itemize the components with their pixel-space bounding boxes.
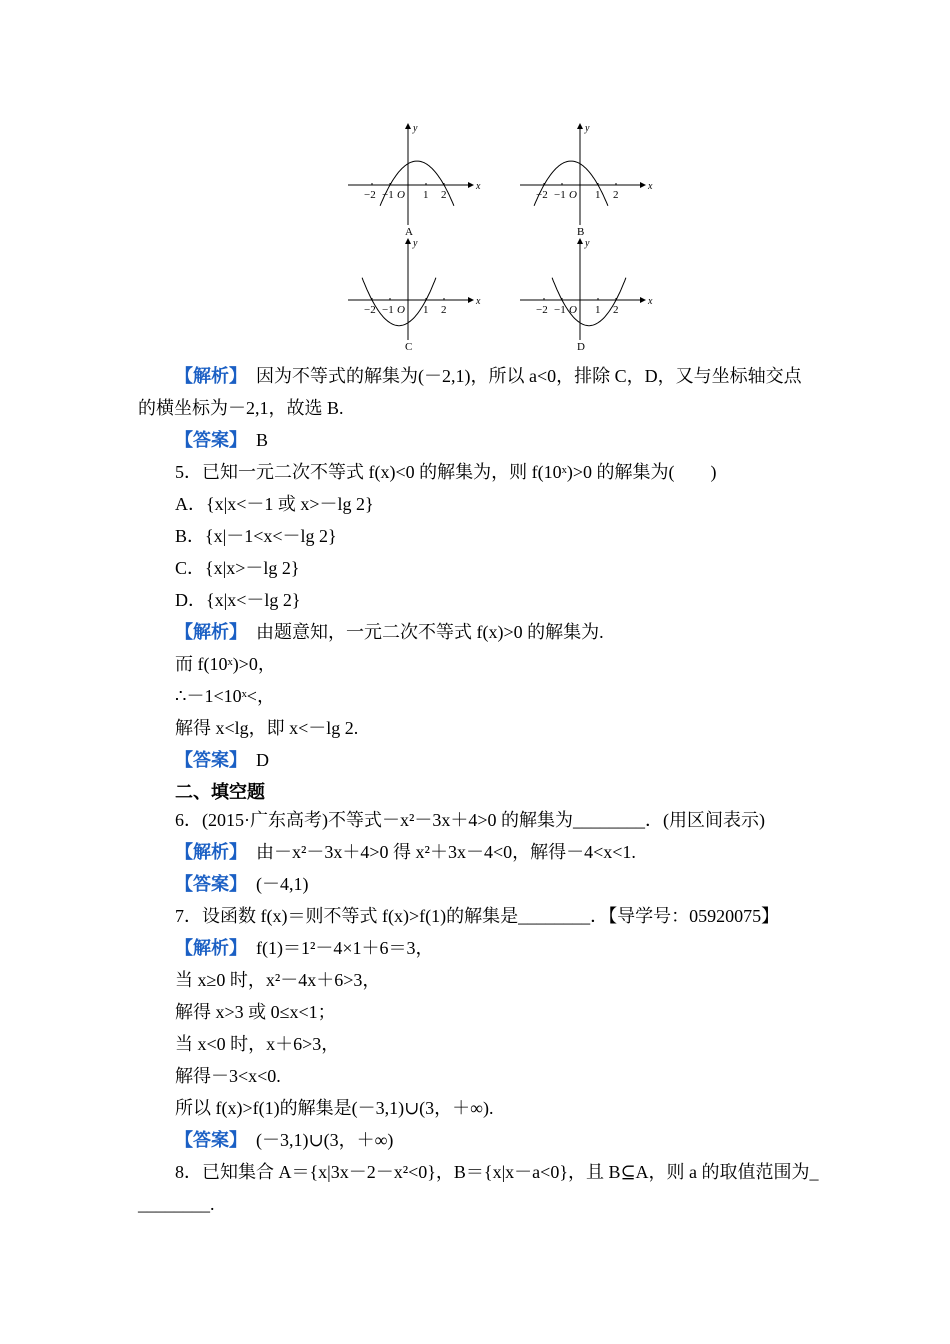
- tick-label: 1: [423, 304, 429, 316]
- text-line: [175, 809, 765, 831]
- x-axis-arrow: [640, 182, 646, 188]
- x-axis-arrow: [468, 297, 474, 303]
- line-text: D．{x|x<－lg 2}: [175, 590, 301, 610]
- text-line: [175, 493, 374, 515]
- y-axis-letter: y: [413, 238, 418, 249]
- quadratic-graphs-figure: [330, 120, 660, 355]
- graph-panels-svg: [330, 120, 660, 355]
- tick-label: 2: [613, 189, 619, 201]
- line-text: B．{x|－1<x<－lg 2}: [175, 526, 337, 546]
- tick-label: −1: [554, 304, 566, 316]
- labeled-line: [175, 749, 269, 771]
- labeled-line: [175, 873, 309, 895]
- tick-label: 1: [595, 189, 601, 201]
- text-line: [175, 905, 779, 927]
- tick-label: −2: [536, 304, 548, 316]
- y-axis-letter: y: [413, 123, 418, 134]
- origin-letter: O: [569, 304, 577, 316]
- line-text: 6．(2015·广东高考)不等式－x²－3x＋4>0 的解集为________．(用区间表示): [175, 810, 766, 830]
- line-text: 当 x<0 时，x＋6>3，: [175, 1034, 340, 1054]
- text-line: [175, 1065, 281, 1087]
- labeled-line: [175, 841, 636, 863]
- line-tag: 【解析】: [175, 938, 238, 958]
- x-axis-letter: x: [476, 296, 481, 307]
- line-text: 解得 x<lg，即 x<－lg 2.: [175, 718, 359, 738]
- line-text: 7．设函数 f(x)＝则不等式 f(x)>f(1)的解集是________．【导学号：05920075】: [175, 906, 780, 926]
- section-heading: 二、填空题: [175, 782, 265, 802]
- line-tag: 【答案】: [175, 874, 238, 894]
- line-text: 而 f(10ˣ)>0，: [175, 654, 276, 674]
- text-line: [138, 1193, 215, 1215]
- line-tag: 【解析】: [175, 842, 238, 862]
- line-text: 8．已知集合 A＝{x|3x－2－x²<0}，B＝{x|x－a<0}，且 B⊆A，则 a 的取值范围为_: [175, 1162, 819, 1182]
- line-text: 5．已知一元二次不等式 f(x)<0 的解集为，则 f(10ˣ)>0 的解集为( ): [175, 462, 717, 482]
- line-text: A．{x|x<－1 或 x>－lg 2}: [175, 494, 374, 514]
- x-axis-arrow: [640, 297, 646, 303]
- line-text: D: [238, 750, 269, 770]
- text-line: [175, 1097, 494, 1119]
- text-line: [175, 1033, 339, 1055]
- line-text: ∴－1<10ˣ<，: [175, 686, 275, 706]
- origin-letter: O: [569, 189, 577, 201]
- y-axis-arrow: [405, 123, 411, 129]
- line-text: 解得 x>3 或 0≤x<1；: [175, 1002, 336, 1022]
- panel-label: A: [405, 226, 413, 238]
- origin-letter: O: [397, 189, 405, 201]
- tick-label: −1: [382, 304, 394, 316]
- x-axis-letter: x: [476, 181, 481, 192]
- line-text: 当 x≥0 时，x²－4x＋6>3，: [175, 970, 381, 990]
- x-axis-letter: x: [648, 181, 653, 192]
- labeled-line: [175, 937, 434, 959]
- origin-letter: O: [397, 304, 405, 316]
- text-line: [175, 1001, 336, 1023]
- text-line: [175, 653, 276, 675]
- labeled-line: [175, 621, 604, 643]
- y-axis-arrow: [577, 123, 583, 129]
- tick-label: −1: [382, 189, 394, 201]
- line-tag: 【答案】: [175, 430, 238, 450]
- panel-label: D: [577, 341, 585, 353]
- text-line: [175, 461, 716, 483]
- text-line: [175, 717, 358, 739]
- text-line: [175, 525, 337, 547]
- line-text: 解得－3<x<0.: [175, 1066, 281, 1086]
- text-line: [175, 969, 380, 991]
- line-text: 由－x²－3x＋4>0 得 x²＋3x－4<0，解得－4<x<1.: [238, 842, 636, 862]
- line-text: (－3,1)∪(3，＋∞): [238, 1130, 394, 1150]
- tick-label: 2: [441, 189, 447, 201]
- line-text: 由题意知，一元二次不等式 f(x)>0 的解集为.: [238, 622, 604, 642]
- x-axis-arrow: [468, 182, 474, 188]
- line-tag: 【解析】: [175, 622, 238, 642]
- text-line: [175, 685, 275, 707]
- line-tag: 【答案】: [175, 750, 238, 770]
- parabola-curve: [552, 278, 626, 326]
- tick-label: −2: [364, 304, 376, 316]
- y-axis-arrow: [405, 238, 411, 244]
- tick-label: 2: [441, 304, 447, 316]
- labeled-line: [175, 429, 268, 451]
- text-line: [175, 1161, 819, 1183]
- line-text: (－4,1): [238, 874, 309, 894]
- y-axis-letter: y: [585, 123, 590, 134]
- tick-label: −1: [554, 189, 566, 201]
- line-text: 所以 f(x)>f(1)的解集是(－3,1)∪(3，＋∞).: [175, 1098, 494, 1118]
- tick-label: −2: [536, 189, 548, 201]
- tick-label: 1: [423, 189, 429, 201]
- line-tag: 【答案】: [175, 1130, 238, 1150]
- text-line: [138, 397, 344, 419]
- tick-label: −2: [364, 189, 376, 201]
- line-text: f(1)＝1²－4×1＋6＝3，: [238, 938, 434, 958]
- x-axis-letter: x: [648, 296, 653, 307]
- line-text: 因为不等式的解集为(－2,1)，所以 a<0，排除 C，D，又与坐标轴交点: [238, 366, 802, 386]
- parabola-curve: [362, 278, 436, 326]
- panel-label: B: [577, 226, 585, 238]
- tick-label: 2: [613, 304, 619, 316]
- text-line: [175, 589, 301, 611]
- line-tag: 【解析】: [175, 366, 238, 386]
- tick-label: 1: [595, 304, 601, 316]
- line-text: ________.: [138, 1194, 215, 1214]
- labeled-line: [175, 1129, 393, 1151]
- line-text: C．{x|x>－lg 2}: [175, 558, 300, 578]
- text-line: [175, 557, 300, 579]
- line-text: B: [238, 430, 269, 450]
- labeled-line: [175, 365, 802, 387]
- line-text: 的横坐标为－2,1，故选 B.: [138, 398, 344, 418]
- panel-label: C: [405, 341, 413, 353]
- y-axis-letter: y: [585, 238, 590, 249]
- y-axis-arrow: [577, 238, 583, 244]
